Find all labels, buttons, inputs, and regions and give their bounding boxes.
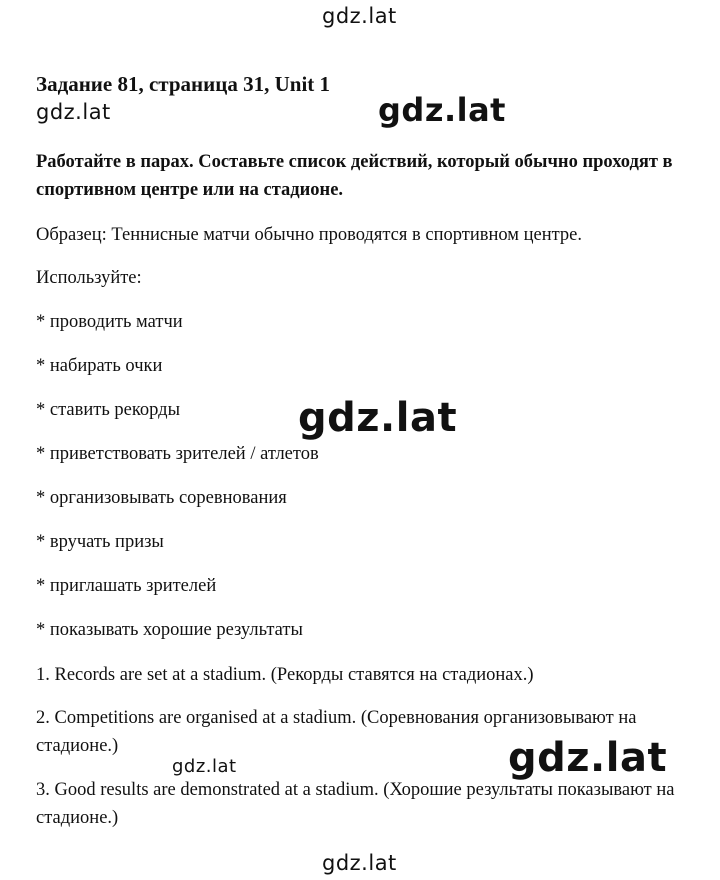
- watermark-small: gdz.lat: [36, 100, 111, 124]
- example-text: Образец: Теннисные матчи обычно проводятся в спортивном центре.: [36, 225, 582, 245]
- list-item: * приглашать зрителей: [36, 576, 217, 596]
- use-label: Используйте:: [36, 268, 142, 288]
- watermark-large: gdz.lat: [378, 91, 506, 129]
- watermark-large: gdz.lat: [508, 735, 668, 781]
- answer-item: 2. Competitions are organised at a stadium. (Соревнования организовывают на стадионе.): [36, 708, 637, 756]
- list-item: * приветствовать зрителей / атлетов: [36, 444, 319, 464]
- list-item: * вручать призы: [36, 532, 164, 552]
- list-item: * проводить матчи: [36, 312, 183, 332]
- task-text: Работайте в парах. Составьте список действий, который обычно проходят в спортивном центре или на стадионе.: [36, 152, 673, 200]
- page-title: Задание 81, страница 31, Unit 1: [36, 72, 331, 96]
- list-item: * ставить рекорды: [36, 400, 180, 420]
- list-item: * организовывать соревнования: [36, 488, 287, 508]
- watermark-bottom: gdz.lat: [322, 851, 397, 875]
- list-item: * показывать хорошие результаты: [36, 620, 303, 640]
- watermark-top: gdz.lat: [322, 4, 397, 28]
- answer-item: 3. Good results are demonstrated at a stadium. (Хорошие результаты показывают на стадионе.): [36, 780, 675, 828]
- watermark-small: gdz.lat: [172, 756, 237, 777]
- answer-item: 1. Records are set at a stadium. (Рекорды ставятся на стадионах.): [36, 665, 534, 685]
- watermark-large: gdz.lat: [298, 395, 458, 441]
- list-item: * набирать очки: [36, 356, 163, 376]
